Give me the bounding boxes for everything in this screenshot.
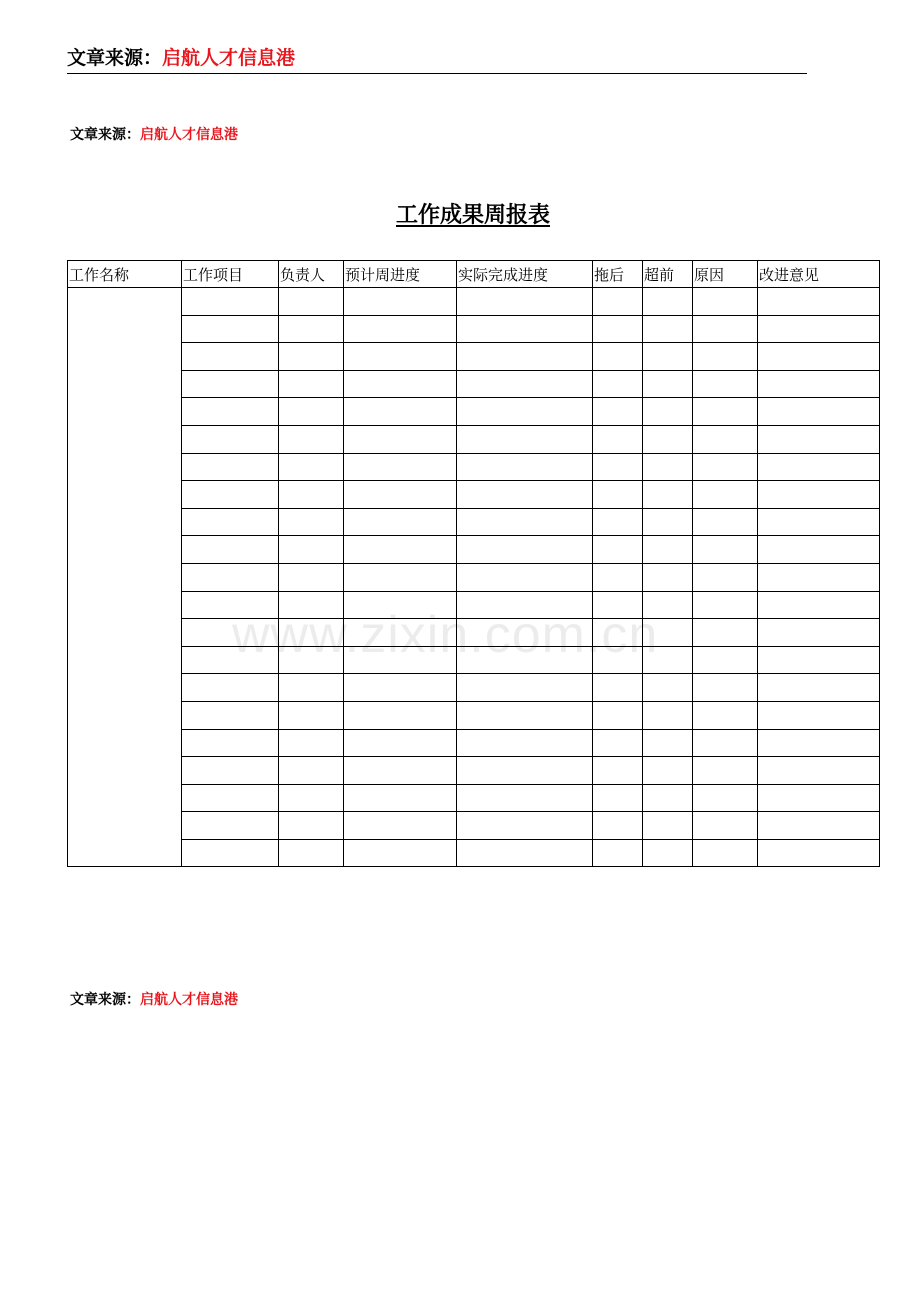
table-cell bbox=[182, 508, 279, 536]
table-cell bbox=[279, 784, 344, 812]
col-behind: 拖后 bbox=[593, 261, 643, 288]
table-cell bbox=[758, 288, 880, 316]
table-cell bbox=[457, 591, 593, 619]
table-cell bbox=[457, 508, 593, 536]
table-row bbox=[68, 619, 880, 647]
table-cell bbox=[457, 563, 593, 591]
table-cell bbox=[593, 453, 643, 481]
table-cell bbox=[182, 674, 279, 702]
col-work-name: 工作名称 bbox=[68, 261, 182, 288]
table-cell bbox=[593, 398, 643, 426]
table-row bbox=[68, 563, 880, 591]
table-cell bbox=[643, 315, 693, 343]
table-cell bbox=[693, 812, 758, 840]
table-cell bbox=[182, 315, 279, 343]
source-note-top bbox=[70, 125, 238, 145]
table-cell bbox=[457, 784, 593, 812]
table-cell bbox=[758, 729, 880, 757]
table-cell bbox=[758, 701, 880, 729]
table-cell bbox=[593, 701, 643, 729]
table-cell bbox=[344, 453, 457, 481]
table-cell bbox=[344, 646, 457, 674]
table-cell bbox=[182, 453, 279, 481]
table-cell bbox=[693, 563, 758, 591]
table-cell bbox=[693, 343, 758, 371]
table-cell bbox=[279, 398, 344, 426]
table-cell bbox=[457, 425, 593, 453]
table-cell bbox=[182, 536, 279, 564]
table-cell bbox=[758, 425, 880, 453]
table-cell bbox=[593, 563, 643, 591]
col-improvement: 改进意见 bbox=[758, 261, 880, 288]
table-cell bbox=[279, 812, 344, 840]
table-cell bbox=[593, 619, 643, 647]
table-cell bbox=[643, 812, 693, 840]
work-name-merged-cell bbox=[68, 288, 182, 867]
table-cell bbox=[457, 481, 593, 509]
table-cell bbox=[643, 563, 693, 591]
table-cell bbox=[182, 701, 279, 729]
table-cell bbox=[457, 398, 593, 426]
table-cell bbox=[182, 784, 279, 812]
table-cell bbox=[344, 591, 457, 619]
table-cell bbox=[758, 453, 880, 481]
table-row bbox=[68, 453, 880, 481]
table-cell bbox=[279, 729, 344, 757]
table-cell bbox=[457, 343, 593, 371]
table-cell bbox=[693, 674, 758, 702]
table-cell bbox=[182, 425, 279, 453]
col-planned-progress: 预计周进度 bbox=[344, 261, 457, 288]
table-row bbox=[68, 591, 880, 619]
table-cell bbox=[758, 812, 880, 840]
table-cell bbox=[758, 591, 880, 619]
table-cell bbox=[344, 398, 457, 426]
table-cell bbox=[758, 757, 880, 785]
table-cell bbox=[758, 674, 880, 702]
source-note-label: 文章来源： bbox=[70, 127, 140, 143]
table-row bbox=[68, 343, 880, 371]
table-cell bbox=[279, 315, 344, 343]
table-cell bbox=[457, 619, 593, 647]
table-cell bbox=[279, 453, 344, 481]
table-cell bbox=[182, 481, 279, 509]
table-row bbox=[68, 674, 880, 702]
table-cell bbox=[693, 701, 758, 729]
col-work-item: 工作项目 bbox=[182, 261, 279, 288]
table-cell bbox=[593, 757, 643, 785]
table-cell bbox=[457, 370, 593, 398]
table-cell bbox=[344, 619, 457, 647]
table-cell bbox=[344, 784, 457, 812]
table-row bbox=[68, 784, 880, 812]
col-actual-progress: 实际完成进度 bbox=[457, 261, 593, 288]
table-cell bbox=[457, 674, 593, 702]
table-cell bbox=[758, 839, 880, 867]
table-cell bbox=[457, 536, 593, 564]
col-ahead: 超前 bbox=[643, 261, 693, 288]
table-cell bbox=[643, 453, 693, 481]
table-cell bbox=[693, 288, 758, 316]
table-cell bbox=[344, 425, 457, 453]
table-cell bbox=[643, 646, 693, 674]
table-row bbox=[68, 536, 880, 564]
table-cell bbox=[279, 288, 344, 316]
table-cell bbox=[758, 315, 880, 343]
table-cell bbox=[643, 508, 693, 536]
table-cell bbox=[693, 425, 758, 453]
table-cell bbox=[758, 646, 880, 674]
table-cell bbox=[643, 398, 693, 426]
table-cell bbox=[593, 481, 643, 509]
table-cell bbox=[344, 729, 457, 757]
table-cell bbox=[182, 591, 279, 619]
table-row bbox=[68, 757, 880, 785]
table-cell bbox=[457, 757, 593, 785]
table-cell bbox=[279, 701, 344, 729]
table-cell bbox=[344, 288, 457, 316]
table-cell bbox=[182, 646, 279, 674]
table-cell bbox=[643, 288, 693, 316]
table-row bbox=[68, 425, 880, 453]
table-row bbox=[68, 729, 880, 757]
col-owner: 负责人 bbox=[279, 261, 344, 288]
table-cell bbox=[279, 563, 344, 591]
table-cell bbox=[643, 481, 693, 509]
table-cell bbox=[758, 619, 880, 647]
table-cell bbox=[344, 839, 457, 867]
table-cell bbox=[182, 812, 279, 840]
table-cell bbox=[593, 674, 643, 702]
table-cell bbox=[279, 591, 344, 619]
table-cell bbox=[593, 370, 643, 398]
table-cell bbox=[693, 453, 758, 481]
table-cell bbox=[643, 425, 693, 453]
table-cell bbox=[344, 757, 457, 785]
table-cell bbox=[182, 343, 279, 371]
table-cell bbox=[643, 370, 693, 398]
table-cell bbox=[182, 288, 279, 316]
table-cell bbox=[279, 370, 344, 398]
table-cell bbox=[457, 701, 593, 729]
table-cell bbox=[279, 619, 344, 647]
table-cell bbox=[279, 674, 344, 702]
table-cell bbox=[693, 784, 758, 812]
table-row bbox=[68, 812, 880, 840]
table-cell bbox=[758, 481, 880, 509]
table-cell bbox=[693, 839, 758, 867]
table-cell bbox=[344, 674, 457, 702]
table-cell bbox=[693, 481, 758, 509]
table-cell bbox=[693, 619, 758, 647]
table-cell bbox=[182, 398, 279, 426]
table-cell bbox=[182, 839, 279, 867]
table-cell bbox=[643, 591, 693, 619]
table-cell bbox=[758, 563, 880, 591]
table-cell bbox=[279, 646, 344, 674]
source-note-name: 启航人才信息港 bbox=[140, 992, 238, 1008]
table-cell bbox=[693, 591, 758, 619]
table-cell bbox=[279, 839, 344, 867]
weekly-report-table bbox=[67, 260, 880, 867]
table-cell bbox=[758, 343, 880, 371]
table-cell bbox=[457, 646, 593, 674]
table-cell bbox=[593, 508, 643, 536]
table-cell bbox=[279, 343, 344, 371]
table-row bbox=[68, 315, 880, 343]
table-cell bbox=[344, 481, 457, 509]
header-source-label: 文章来源： bbox=[67, 47, 163, 69]
table-cell bbox=[643, 701, 693, 729]
table-cell bbox=[643, 674, 693, 702]
watermark: www.zixin.com.cn bbox=[232, 606, 659, 664]
table-cell bbox=[457, 729, 593, 757]
table-cell bbox=[758, 536, 880, 564]
table-cell bbox=[182, 619, 279, 647]
table-cell bbox=[643, 343, 693, 371]
col-reason: 原因 bbox=[693, 261, 758, 288]
table-cell bbox=[758, 398, 880, 426]
table-cell bbox=[593, 812, 643, 840]
table-cell bbox=[344, 343, 457, 371]
table-cell bbox=[693, 729, 758, 757]
table-cell bbox=[693, 646, 758, 674]
page-header bbox=[67, 42, 807, 74]
table-cell bbox=[758, 508, 880, 536]
table-cell bbox=[593, 784, 643, 812]
table-cell bbox=[457, 453, 593, 481]
table-cell bbox=[643, 839, 693, 867]
table-cell bbox=[457, 839, 593, 867]
table-cell bbox=[279, 536, 344, 564]
table-cell bbox=[279, 481, 344, 509]
table-row bbox=[68, 508, 880, 536]
table-cell bbox=[643, 729, 693, 757]
table-cell bbox=[279, 425, 344, 453]
table-cell bbox=[182, 370, 279, 398]
table-cell bbox=[693, 536, 758, 564]
table-cell bbox=[457, 812, 593, 840]
table-cell bbox=[457, 288, 593, 316]
table-cell bbox=[344, 370, 457, 398]
table-row bbox=[68, 288, 880, 316]
source-note-label: 文章来源： bbox=[70, 992, 140, 1008]
table-cell bbox=[593, 591, 643, 619]
table-cell bbox=[758, 784, 880, 812]
table-cell bbox=[279, 508, 344, 536]
table-cell bbox=[593, 729, 643, 757]
source-note-name: 启航人才信息港 bbox=[140, 127, 238, 143]
table-header-row bbox=[68, 261, 880, 288]
table-row bbox=[68, 481, 880, 509]
table-cell bbox=[593, 315, 643, 343]
source-note-bottom bbox=[70, 990, 238, 1010]
header-source-name: 启航人才信息港 bbox=[162, 47, 296, 69]
table-cell bbox=[758, 370, 880, 398]
table-row bbox=[68, 370, 880, 398]
table-row bbox=[68, 839, 880, 867]
table-row bbox=[68, 701, 880, 729]
table-cell bbox=[693, 315, 758, 343]
table-cell bbox=[593, 343, 643, 371]
table-cell bbox=[593, 646, 643, 674]
table-cell bbox=[593, 425, 643, 453]
table-cell bbox=[182, 729, 279, 757]
table-cell bbox=[344, 536, 457, 564]
table-cell bbox=[643, 757, 693, 785]
table-cell bbox=[457, 315, 593, 343]
table-cell bbox=[344, 701, 457, 729]
table-cell bbox=[344, 812, 457, 840]
table-cell bbox=[593, 288, 643, 316]
table-cell bbox=[182, 757, 279, 785]
document-title-text: 工作成果周报表 bbox=[395, 203, 550, 228]
table-cell bbox=[643, 619, 693, 647]
table-cell bbox=[643, 784, 693, 812]
table-cell bbox=[693, 398, 758, 426]
table-cell bbox=[344, 315, 457, 343]
table-cell bbox=[182, 563, 279, 591]
table-cell bbox=[643, 536, 693, 564]
table-row bbox=[68, 646, 880, 674]
table-cell bbox=[344, 563, 457, 591]
table-cell bbox=[344, 508, 457, 536]
table-cell bbox=[593, 839, 643, 867]
table-cell bbox=[279, 757, 344, 785]
table-cell bbox=[693, 757, 758, 785]
table-cell bbox=[693, 508, 758, 536]
table-row bbox=[68, 398, 880, 426]
document-title bbox=[0, 200, 920, 232]
table-cell bbox=[693, 370, 758, 398]
table-cell bbox=[593, 536, 643, 564]
